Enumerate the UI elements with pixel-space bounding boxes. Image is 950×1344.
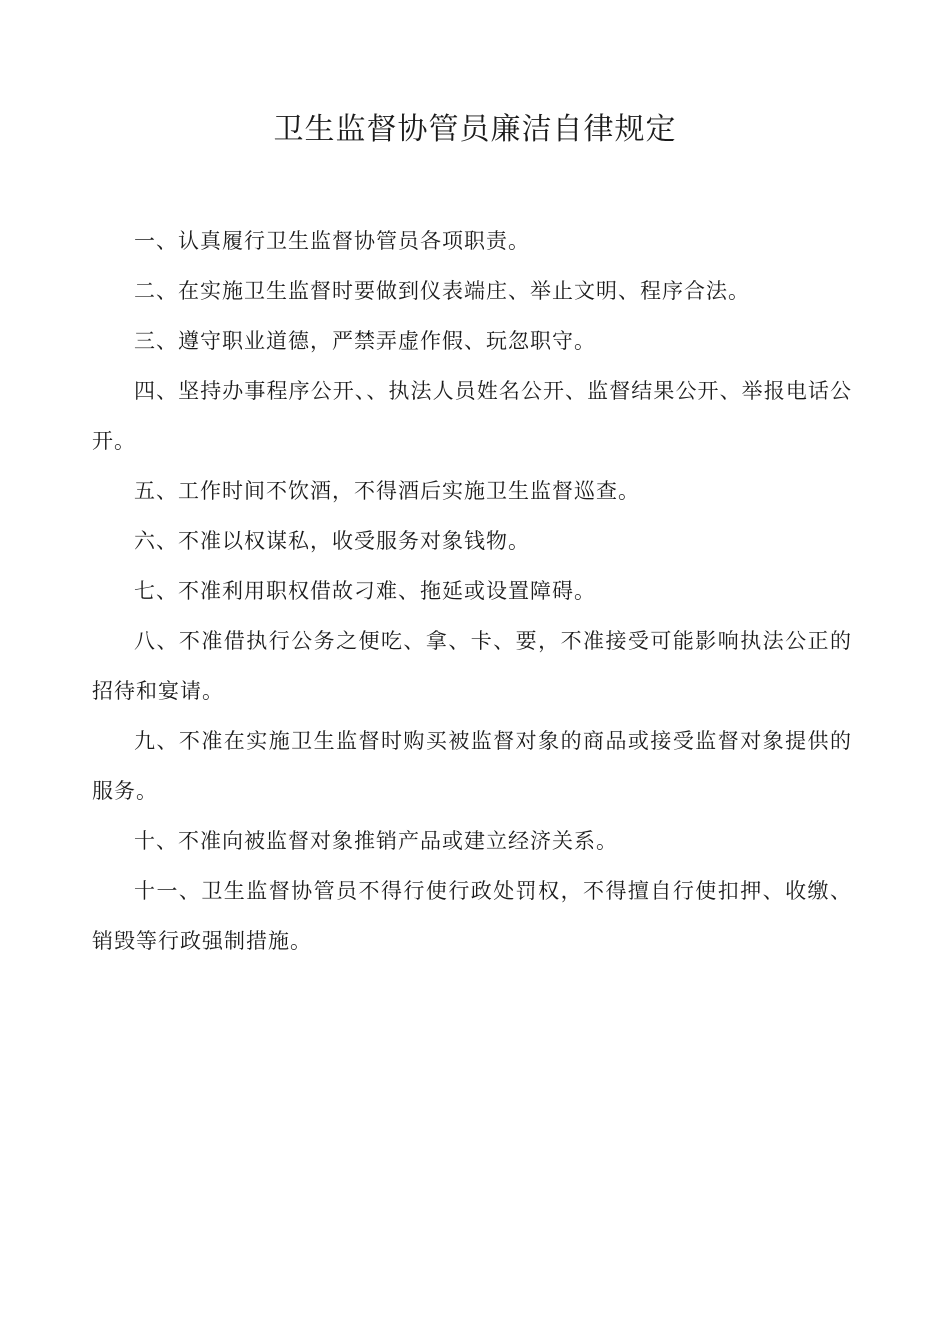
clause-10: 十、不准向被监督对象推销产品或建立经济关系。 <box>134 829 618 853</box>
clause-9: 九、不准在实施卫生监督时购买被监督对象的商品或接受监督对象提供的服务。 <box>92 729 852 803</box>
clause-1: 一、认真履行卫生监督协管员各项职责。 <box>134 229 530 253</box>
clause-5: 五、工作时间不饮酒，不得酒后实施卫生监督巡查。 <box>134 479 640 503</box>
clause-7: 七、不准利用职权借故刁难、拖延或设置障碍。 <box>134 579 596 603</box>
document-body <box>92 216 852 966</box>
clause-6: 六、不准以权谋私，收受服务对象钱物。 <box>134 529 530 553</box>
clause-11: 十一、卫生监督协管员不得行使行政处罚权，不得擅自行使扣押、收缴、销毁等行政强制措施。 <box>92 879 852 953</box>
clause-4: 四、坚持办事程序公开、、执法人员姓名公开、监督结果公开、举报电话公开。 <box>92 379 852 453</box>
clause-3: 三、遵守职业道德，严禁弄虚作假、玩忽职守。 <box>134 329 596 353</box>
clause-8: 八、不准借执行公务之便吃、拿、卡、要，不准接受可能影响执法公正的招待和宴请。 <box>92 629 852 703</box>
document-title: 卫生监督协管员廉洁自律规定 <box>273 112 677 147</box>
clause-2: 二、在实施卫生监督时要做到仪表端庄、举止文明、程序合法。 <box>134 279 750 303</box>
